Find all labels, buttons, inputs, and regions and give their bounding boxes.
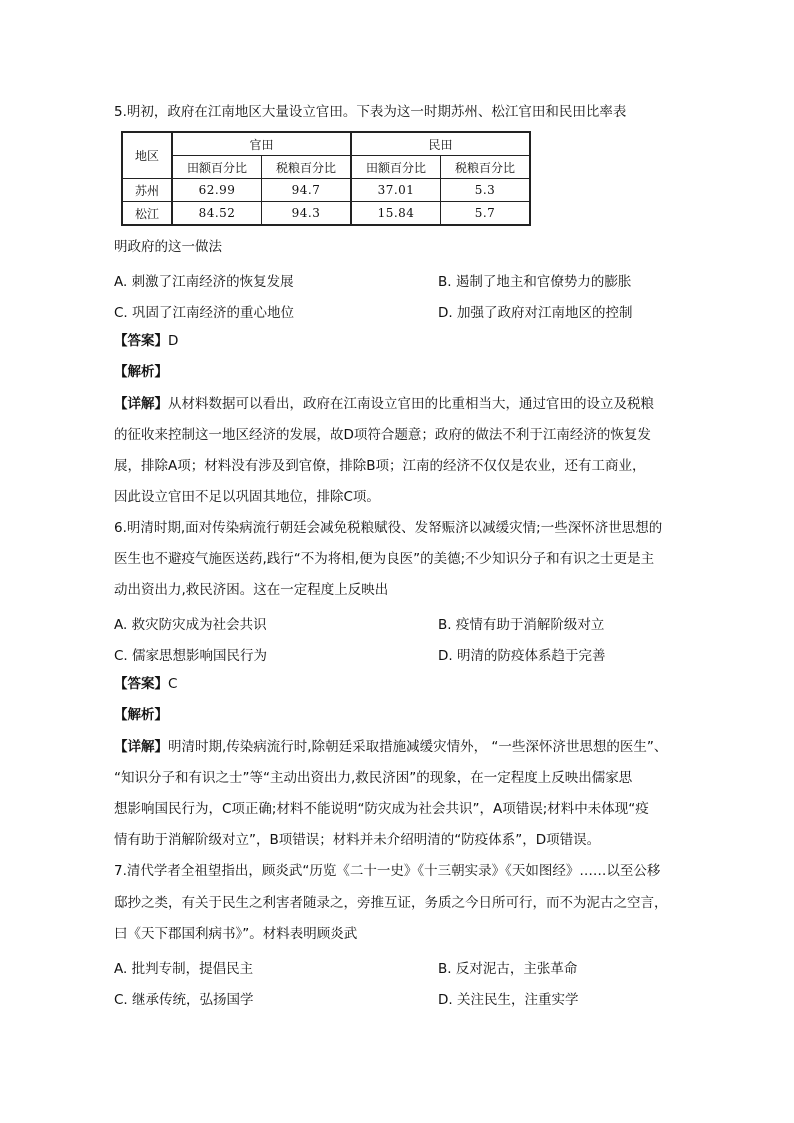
- answer-label: 【答案】: [114, 676, 168, 692]
- q5-detail-line: [114, 395, 654, 413]
- table-header-official-land: 官田: [172, 132, 351, 156]
- q5-detail-line: 因此设立官田不足以巩固其地位，排除C项。: [114, 489, 380, 505]
- table-subheader: 税粮百分比: [441, 156, 531, 179]
- q6-option-a: A. 救灾防灾成为社会共识: [114, 617, 267, 633]
- q5-detail-line: 的征收来控制这一地区经济的发展，故D项符合题意；政府的做法不利于江南经济的恢复发: [114, 427, 651, 443]
- q5-analysis-label: 【解析】: [114, 364, 168, 380]
- table-subheader: 田额百分比: [351, 156, 441, 179]
- q5-option-b: B. 遏制了地主和官僚势力的膨胀: [438, 274, 632, 290]
- q7-option-b: B. 反对泥古，主张革命: [438, 961, 578, 977]
- detail-text: 明清时期,传染病流行时,除朝廷采取措施减缓灾情外， “一些深怀济世思想的医生”、: [168, 739, 668, 755]
- q7-stem-line: 7.清代学者全祖望指出，顾炎武“历览《二十一史》《十三朝实录》《天如图经》……以至公移: [114, 863, 661, 879]
- q5-option-d: D. 加强了政府对江南地区的控制: [438, 305, 633, 321]
- table-header-region: 地区: [122, 132, 172, 179]
- q6-analysis-label: 【解析】: [114, 707, 168, 723]
- table-cell: 94.7: [262, 179, 352, 202]
- table-cell-region: 松江: [122, 202, 172, 226]
- q5-stem: 5.明初，政府在江南地区大量设立官田。下表为这一时期苏州、松江官田和民田比率表: [114, 104, 627, 120]
- answer-value: C: [168, 676, 178, 692]
- table-cell: 5.3: [441, 179, 531, 202]
- q7-option-a: A. 批判专制，提倡民主: [114, 961, 254, 977]
- q5-option-a: A. 刺激了江南经济的恢复发展: [114, 274, 294, 290]
- detail-label: 【详解】: [114, 739, 168, 755]
- q6-detail-line: “知识分子和有识之士”等“主动出资出力,救民济困”的现象，在一定程度上反映出儒家思: [114, 770, 633, 786]
- q6-detail-line: [114, 738, 667, 756]
- q7-option-c: C. 继承传统，弘扬国学: [114, 992, 254, 1008]
- q6-stem-line: 6.明清时期,面对传染病流行朝廷会减免税粮赋役、发帑赈济以减缓灾情;一些深怀济世思想的: [114, 520, 663, 536]
- q6-option-d: D. 明清的防疫体系趋于完善: [438, 648, 606, 664]
- q6-option-b: B. 疫情有助于消解阶级对立: [438, 617, 605, 633]
- table-cell: 15.84: [351, 202, 441, 226]
- detail-text: 从材料数据可以看出，政府在江南设立官田的比重相当大，通过官田的设立及税粮: [168, 396, 654, 412]
- table-subheader: 田额百分比: [172, 156, 262, 179]
- q5-option-c: C. 巩固了江南经济的重心地位: [114, 305, 295, 321]
- q5-data-table: [121, 131, 531, 226]
- q7-stem-line: 邸抄之类，有关于民生之利害者随录之，旁推互证，务质之今日所可行，而不为泥古之空言，: [114, 895, 668, 911]
- q6-detail-line: 情有助于消解阶级对立”，B项错误；材料并未介绍明清的“防疫体系”，D项错误。: [114, 832, 601, 848]
- q6-stem-line: 动出资出力,救民济困。这在一定程度上反映出: [114, 582, 389, 598]
- q7-option-d: D. 关注民生，注重实学: [438, 992, 579, 1008]
- q6-option-c: C. 儒家思想影响国民行为: [114, 648, 268, 664]
- q5-answer-line: [114, 332, 178, 350]
- table-cell: 62.99: [172, 179, 262, 202]
- q5-detail-line: 展，排除A项；材料没有涉及到官僚，排除B项；江南的经济不仅仅是农业，还有工商业，: [114, 458, 646, 474]
- table-cell: 5.7: [441, 202, 531, 226]
- q6-answer-line: [114, 675, 177, 693]
- table-cell: 84.52: [172, 202, 262, 226]
- table-header-private-land: 民田: [351, 132, 530, 156]
- q7-stem-line: 曰《天下郡国利病书》”。材料表明顾炎武: [114, 926, 358, 942]
- answer-value: D: [168, 333, 179, 349]
- table-subheader: 税粮百分比: [262, 156, 352, 179]
- table-cell-region: 苏州: [122, 179, 172, 202]
- table-cell: 94.3: [262, 202, 352, 226]
- q6-detail-line: 想影响国民行为，C项正确;材料不能说明“防灾成为社会共识”，A项错误;材料中未体现“疫: [114, 801, 649, 817]
- table-row: [122, 179, 530, 202]
- q6-stem-line: 医生也不避疫气施医送药,践行“不为将相,便为良医”的美德;不少知识分子和有识之士更是主: [114, 551, 655, 567]
- detail-label: 【详解】: [114, 396, 168, 412]
- answer-label: 【答案】: [114, 333, 168, 349]
- q5-question: 明政府的这一做法: [114, 239, 222, 255]
- table-row: [122, 202, 530, 226]
- table-cell: 37.01: [351, 179, 441, 202]
